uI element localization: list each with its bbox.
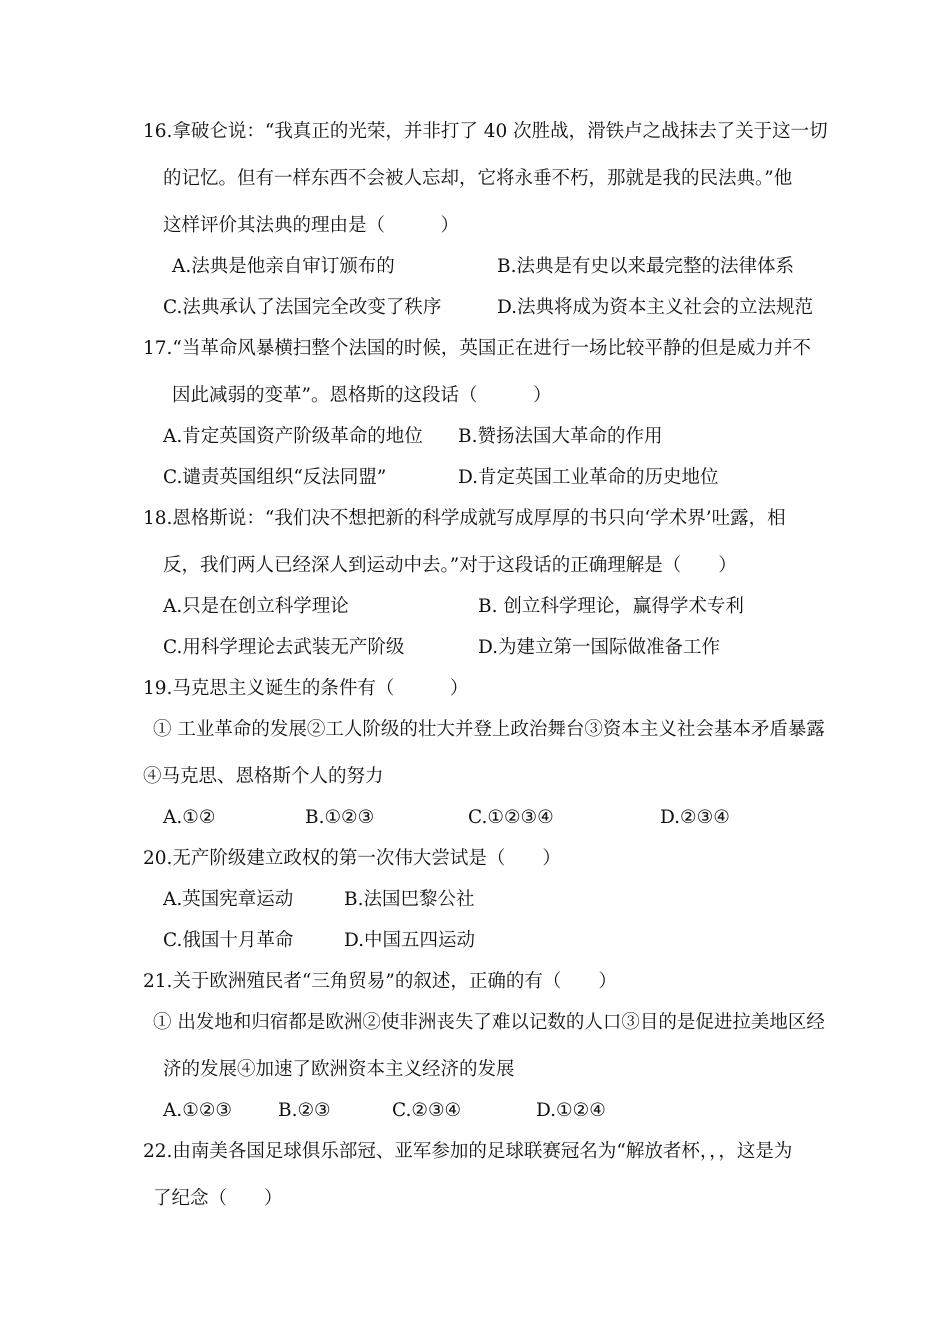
q18-line1: 18.恩格斯说：“我们决不想把新的科学成就写成厚厚的书只向‘学术界’吐露，相 [143, 508, 786, 529]
q16-line1: 16.拿破仑说：“我真正的光荣，并非打了 40 次胜战，滑铁卢之战抹去了关于这一切 [143, 121, 828, 142]
q21-line1: 21.关于欧洲殖民者“三角贸易”的叙述，正确的有（ ） [143, 971, 617, 992]
q19-line2: ① 工业革命的发展②工人阶级的壮大并登上政治舞台③资本主义社会基本矛盾暴露 [153, 719, 825, 740]
q17-line2: 因此减弱的变革”。恩格斯的这段话（ ） [172, 385, 552, 406]
q19-line1: 19.马克思主义诞生的条件有（ ） [143, 678, 469, 699]
q20-option-b: B.法国巴黎公社 [344, 889, 475, 910]
q16-option-b: B.法典是有史以来最完整的法律体系 [497, 256, 794, 277]
q21-line2: ① 出发地和归宿都是欧洲②使非洲丧失了难以记数的人口③目的是促进拉美地区经 [153, 1012, 825, 1033]
q17-option-b: B.赞扬法国大革命的作用 [458, 426, 663, 447]
q16-line3: 这样评价其法典的理由是（ ） [163, 215, 460, 236]
q21-option-a: A.①②③ [163, 1100, 232, 1121]
q17-line1: 17.“当革命风暴横扫整个法国的时候，英国正在进行一场比较平静的但是威力并不 [143, 338, 811, 359]
q20-line1: 20.无产阶级建立政权的第一次伟大尝试是（ ） [143, 848, 561, 869]
q20-option-a: A.英国宪章运动 [163, 889, 294, 910]
q16-option-a: A.法典是他亲自审订颁布的 [172, 256, 395, 277]
q18-option-c: C.用科学理论去武装无产阶级 [163, 637, 405, 658]
q17-option-c: C.谴责英国组织“反法同盟” [163, 467, 387, 488]
q19-line3: ④马克思、恩格斯个人的努力 [143, 766, 384, 787]
q19-option-c: C.①②③④ [468, 807, 554, 828]
q16-option-d: D.法典将成为资本主义社会的立法规范 [497, 297, 814, 318]
q21-line3: 济的发展④加速了欧洲资本主义经济的发展 [163, 1059, 515, 1080]
q16-line2: 的记忆。但有一样东西不会被人忘却，它将永垂不朽，那就是我的民法典。”他 [163, 168, 793, 189]
q18-option-d: D.为建立第一国际做准备工作 [478, 637, 721, 658]
q19-option-a: A.①② [163, 807, 216, 828]
q21-option-d: D.①②④ [536, 1100, 606, 1121]
q16-option-c: C.法典承认了法国完全改变了秩序 [163, 297, 442, 318]
q19-option-d: D.②③④ [660, 807, 730, 828]
q22-line1: 22.由南美各国足球俱乐部冠、亚军参加的足球联赛冠名为“解放者杯，，，这是为 [143, 1141, 793, 1162]
q17-option-a: A.肯定英国资产阶级革命的地位 [163, 426, 423, 447]
q18-option-b: B. 创立科学理论，赢得学术专利 [478, 596, 744, 617]
q17-option-d: D.肯定英国工业革命的历史地位 [458, 467, 719, 488]
q19-option-b: B.①②③ [305, 807, 375, 828]
q20-option-d: D.中国五四运动 [344, 930, 476, 951]
q22-line2: 了纪念（ ） [153, 1188, 283, 1209]
q20-option-c: C.俄国十月革命 [163, 930, 294, 951]
q18-option-a: A.只是在创立科学理论 [163, 596, 349, 617]
q21-option-b: B.②③ [278, 1100, 331, 1121]
q21-option-c: C.②③④ [392, 1100, 462, 1121]
q18-line2: 反，我们两人已经深人到运动中去。”对于这段话的正确理解是（ ） [163, 555, 737, 576]
